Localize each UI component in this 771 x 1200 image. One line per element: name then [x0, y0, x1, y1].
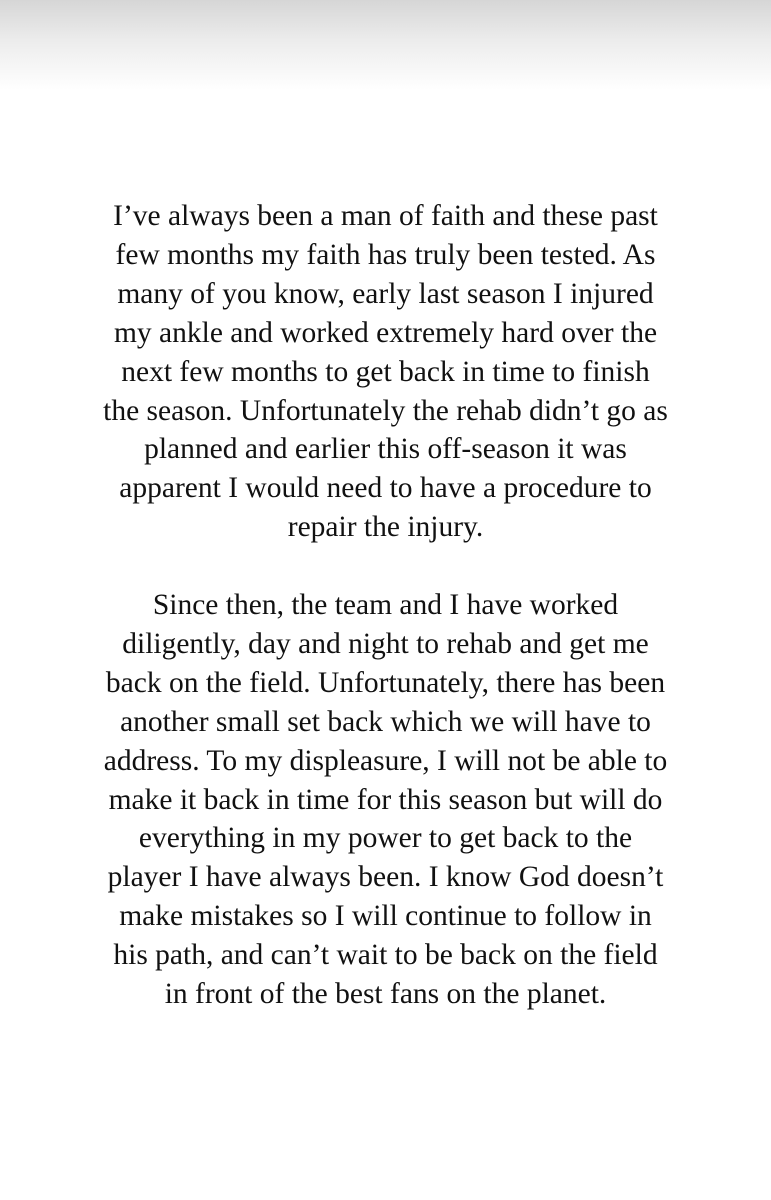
text-line: the season. Unfortunately the rehab didn’t go as — [103, 394, 668, 427]
text-line: his path, and can’t wait to be back on the field — [113, 939, 658, 972]
text-line: address. To my displeasure, I will not be able to — [103, 744, 668, 777]
text-line: many of you know, early last season I injured — [117, 277, 654, 310]
paragraph-2 — [20, 586, 751, 1014]
text-line: Since then, the team and I have worked — [152, 589, 619, 622]
top-gradient-shade — [0, 0, 771, 90]
text-line: few months my faith has truly been tested. As — [115, 238, 656, 271]
text-line: apparent I would need to have a procedure to — [119, 472, 652, 505]
text-line: make it back in time for this season but will do — [108, 783, 663, 816]
text-line: player I have always been. I know God doesn’t — [107, 861, 664, 894]
paragraph-spacer — [20, 547, 751, 586]
text-line: diligently, day and night to rehab and get me — [122, 627, 649, 660]
text-line: I’ve always been a man of faith and these past — [113, 200, 658, 232]
paragraph-1 — [20, 197, 751, 547]
text-line: repair the injury. — [287, 511, 484, 544]
text-line: another small set back which we will have to — [120, 705, 651, 738]
text-line: planned and earlier this off-season it was — [144, 433, 627, 466]
text-line: next few months to get back in time to finish — [121, 355, 650, 388]
text-line: make mistakes so I will continue to follow in — [119, 900, 652, 933]
text-line: everything in my power to get back to the — [138, 822, 633, 855]
text-line: back on the field. Unfortunately, there has been — [105, 666, 666, 699]
text-line: in front of the best fans on the planet. — [164, 978, 607, 1011]
text-line: my ankle and worked extremely hard over the — [113, 316, 658, 349]
statement-text — [20, 197, 751, 1014]
